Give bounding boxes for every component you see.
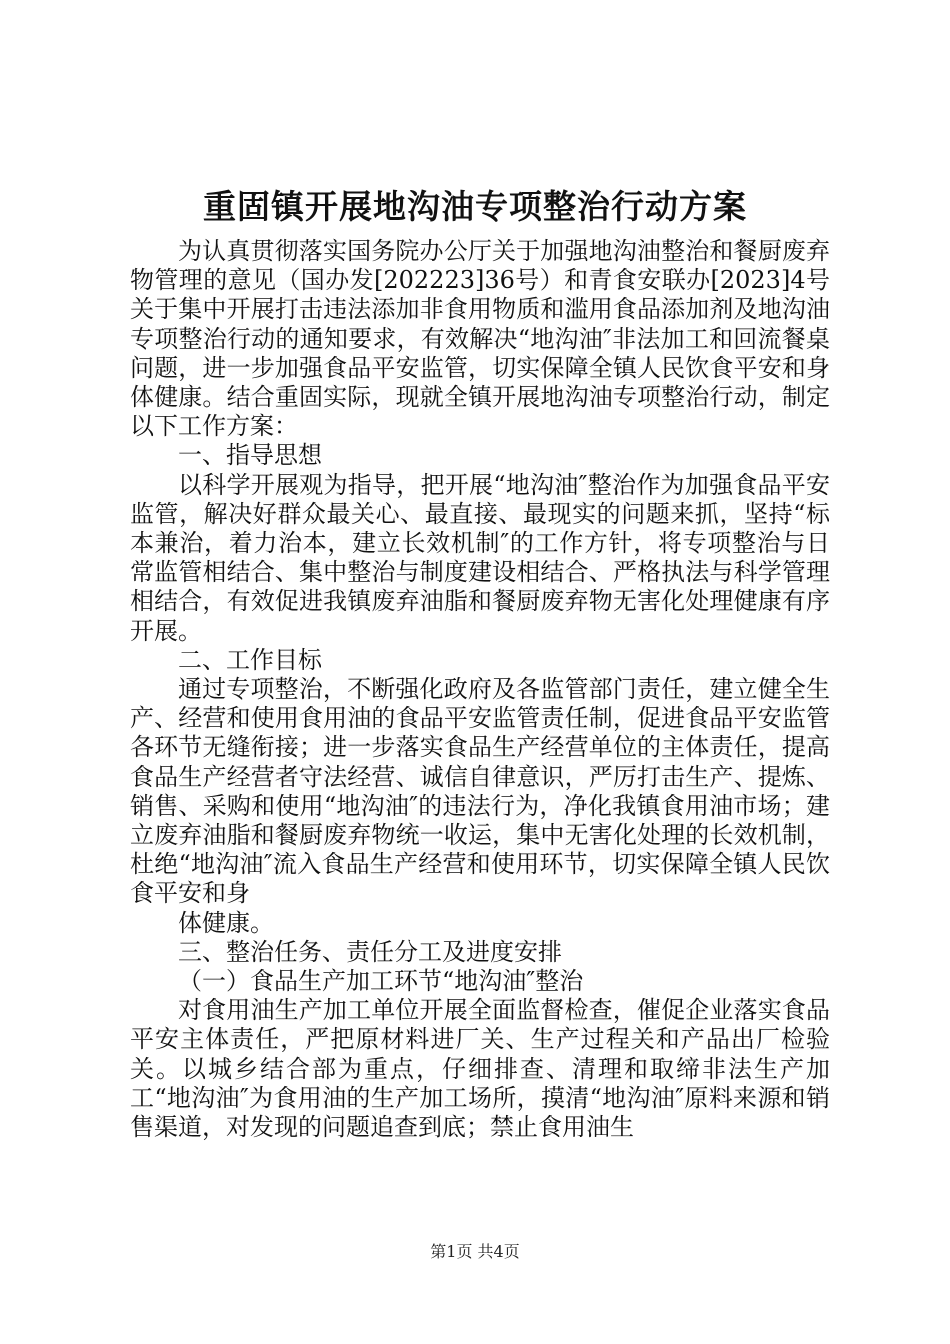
- guiding-ideology-paragraph: 以科学开展观为指导，把开展“地沟油″整治作为加强食品平安监管，解决好群众最关心、最直接、最现实的问题来抓，坚持“标本兼治，着力治本，建立长效机制″的工作方针，将专项整治与日常监管相结合、集中整治与制度建设相结合、严格执法与科学管理相结合，有效促进我镇废弃油脂和餐厨废弃物无害化处理健康有序开展。: [130, 470, 830, 645]
- section-heading-tasks: 三、整治任务、责任分工及进度安排: [178, 937, 562, 966]
- work-goals-continuation: 体健康。: [178, 908, 274, 937]
- document-title: 重固镇开展地沟油专项整治行动方案: [203, 187, 747, 226]
- section-heading-guiding-ideology: 一、指导思想: [178, 441, 322, 470]
- document-body: [130, 237, 830, 1142]
- work-goals-paragraph: 通过专项整治，不断强化政府及各监管部门责任，建立健全生产、经营和使用食用油的食品平安监管责任制，促进食品平安监管各环节无缝衔接；进一步落实食品生产经营单位的主体责任，提高食品生产经营者守法经营、诚信自律意识，严厉打击生产、提炼、销售、采购和使用“地沟油″的违法行为，净化我镇食用油市场；建立废弃油脂和餐厨废弃物统一收运，集中无害化处理的长效机制，杜绝“地沟油″流入食品生产经营和使用环节，切实保障全镇人民饮食平安和身: [130, 675, 830, 908]
- subsection-heading-production: （一）食品生产加工环节“地沟油″整治: [178, 967, 584, 996]
- page-footer: 第1页 共4页: [430, 1242, 520, 1261]
- section-heading-work-goals: 二、工作目标: [178, 645, 322, 674]
- production-paragraph: 对食用油生产加工单位开展全面监督检查，催促企业落实食品平安主体责任，严把原材料进厂关、生产过程关和产品出厂检验关。以城乡结合部为重点，仔细排查、清理和取缔非法生产加工“地沟油″为食用油的生产加工场所，摸清“地沟油″原料来源和销售渠道，对发现的问题追查到底；禁止食用油生: [130, 996, 830, 1142]
- intro-paragraph: 为认真贯彻落实国务院办公厅关于加强地沟油整治和餐厨废弃物管理的意见（国办发[202223]36号）和青食安联办[2023]4号关于集中开展打击违法添加非食用物质和滥用食品添加剂及地沟油专项整治行动的通知要求，有效解决“地沟油″非法加工和回流餐桌问题，进一步加强食品平安监管，切实保障全镇人民饮食平安和身体健康。结合重固实际，现就全镇开展地沟油专项整治行动，制定以下工作方案：: [130, 237, 830, 441]
